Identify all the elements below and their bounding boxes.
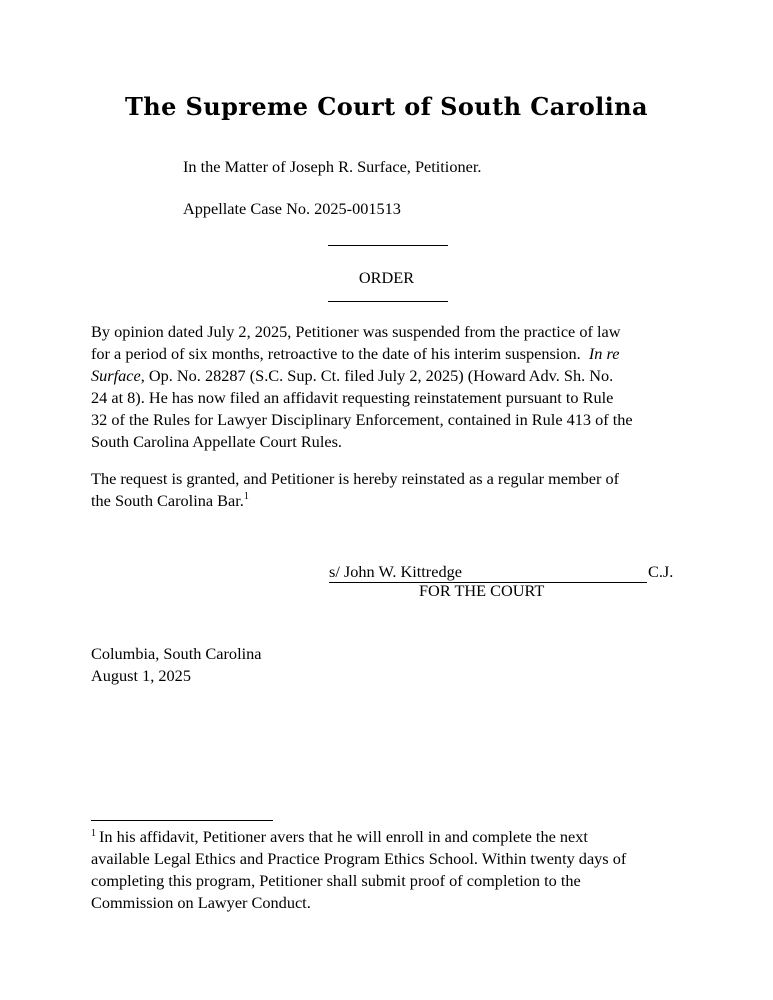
paragraph1-line: South Carolina Appellate Court Rules.: [91, 432, 342, 451]
case-citation-italic: In re: [588, 344, 620, 363]
place: Columbia, South Carolina: [91, 644, 262, 663]
footnote-text: In his affidavit, Petitioner avers that he will enroll in and complete the next: [99, 827, 588, 846]
signature-line: s/ John W. Kittredge: [329, 562, 647, 583]
paragraph1-text: , Op. No. 28287 (S.C. Sup. Ct. filed July 2, 2025) (Howard Adv. Sh. No.: [140, 366, 614, 385]
paragraph1-line: [91, 344, 619, 364]
paragraph2-text: the South Carolina Bar.: [91, 491, 244, 510]
paragraph1-line: By opinion dated July 2, 2025, Petitioner was suspended from the practice of law: [91, 322, 621, 341]
case-number: Appellate Case No. 2025-001513: [183, 199, 401, 218]
for-the-court: FOR THE COURT: [419, 581, 545, 600]
date: August 1, 2025: [91, 666, 191, 685]
footnote-line: Commission on Lawyer Conduct.: [91, 893, 311, 912]
footnote-line: available Legal Ethics and Practice Program Ethics School. Within twenty days of: [91, 849, 627, 868]
footnote-reference[interactable]: 1: [243, 490, 249, 502]
signature-title: C.J.: [648, 562, 674, 581]
footnote-number: 1: [91, 827, 96, 839]
court-title: The Supreme Court of South Carolina: [125, 92, 648, 121]
divider-top: [328, 245, 448, 246]
paragraph2-line: [91, 491, 249, 511]
footnote-line: [91, 827, 588, 847]
footnote-line: completing this program, Petitioner shall submit proof of completion to the: [91, 871, 581, 890]
divider-bottom: [328, 301, 448, 302]
case-citation-italic: Surface: [91, 366, 141, 385]
footnote-divider: [91, 820, 273, 821]
paragraph2-line: The request is granted, and Petitioner is hereby reinstated as a regular member of: [91, 469, 620, 488]
paragraph1-line: 24 at 8). He has now filed an affidavit requesting reinstatement pursuant to Rule: [91, 388, 614, 407]
case-matter: In the Matter of Joseph R. Surface, Petitioner.: [183, 157, 482, 176]
paragraph1-line: 32 of the Rules for Lawyer Disciplinary Enforcement, contained in Rule 413 of the: [91, 410, 633, 429]
order-heading: ORDER: [358, 268, 415, 287]
paragraph1-line: [91, 366, 613, 386]
paragraph1-text: for a period of six months, retroactive to the date of his interim suspension.: [91, 344, 581, 363]
